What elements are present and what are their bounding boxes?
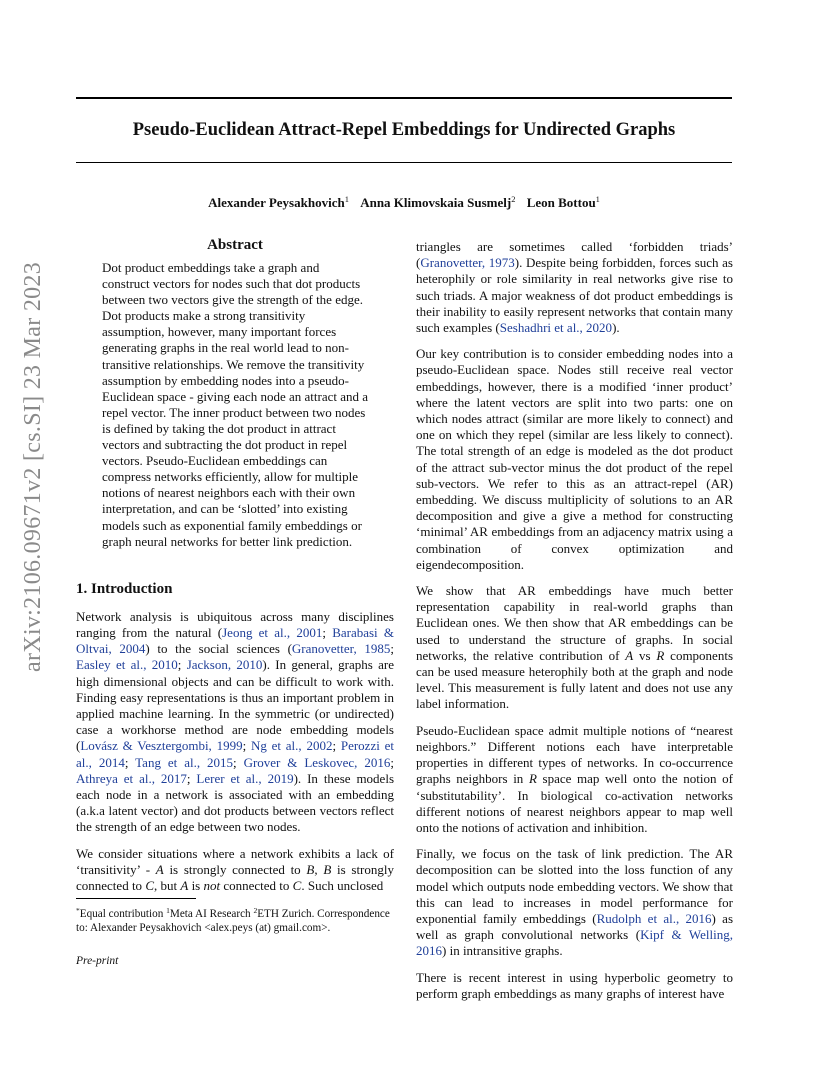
text-run: connected to xyxy=(220,877,293,893)
footnote-text: ETH Zurich. Correspondence to: Alexander Peysakhovich <alex.peys (at) gmail.com>. xyxy=(76,908,390,934)
preprint-label: Pre-print xyxy=(76,955,119,967)
text-run: ) as well as graph convolutional networks ( xyxy=(416,910,733,943)
emphasis-text: not xyxy=(203,877,221,893)
arxiv-identifier-stamp: arXiv:2106.09671v2 [cs.SI] 23 Mar 2023 xyxy=(20,261,46,672)
math-symbol: C xyxy=(292,877,302,893)
citation-link[interactable]: Barabasi & Oltvai, 2004 xyxy=(76,624,394,657)
text-run: space map well onto the notion of ‘substitutability’. In biological co-activation networks different notions of nearest neighbors appear to map well onto the notions of activation and inhibition. xyxy=(416,771,733,835)
footnote-mark: 1 xyxy=(166,906,170,915)
citation-link[interactable]: Easley et al., 2010 xyxy=(76,657,178,673)
text-run: is xyxy=(188,877,204,893)
citation-link[interactable]: Ng et al., 2002 xyxy=(250,738,333,754)
text-run: triangles are sometimes called ‘forbidden triads’ ( xyxy=(416,239,733,271)
body-paragraph xyxy=(416,723,733,836)
footnote-mark: * xyxy=(76,906,80,915)
text-run: ; xyxy=(124,754,136,770)
text-run: ). In these models each node in a network is associated with an embedding (a.k.a latent vector) and dot products between vectors reflect the strength of an edge between two nodes. xyxy=(76,770,394,835)
author-name xyxy=(527,195,600,210)
footnote-mark: 2 xyxy=(253,906,258,915)
author-name-text: Alexander Peysakhovich xyxy=(208,195,345,210)
footnote-text: Meta AI Research xyxy=(169,908,254,920)
body-paragraph xyxy=(416,583,733,713)
author-name xyxy=(360,195,515,210)
math-symbol: B xyxy=(323,861,332,877)
text-run: ; xyxy=(390,754,394,770)
intro-paragraph xyxy=(76,846,394,895)
text-run: ) to the social sciences ( xyxy=(145,641,292,657)
footnote xyxy=(76,898,394,935)
text-run: ; xyxy=(390,641,394,657)
citation-link[interactable]: Athreya et al., 2017 xyxy=(76,770,187,786)
body-paragraph xyxy=(416,846,733,959)
math-symbol: C xyxy=(145,877,154,893)
text-run: is strongly connected to xyxy=(163,861,307,877)
intro-paragraph xyxy=(76,609,394,836)
citation-link[interactable]: Rudolph et al., 2016 xyxy=(596,910,712,926)
author-list xyxy=(76,190,732,212)
text-run: ; xyxy=(322,624,333,640)
text-run: ). In general, graphs are high dimensional objects and can be difficult to work with. Finding easy representations is thus an important problem in applied machine learning. In the symmetric (or undirected) case a workhorse method are node embedding models ( xyxy=(76,657,394,754)
text-run: , but xyxy=(153,877,181,893)
math-symbol: A xyxy=(180,877,189,893)
text-run: is strongly connected to xyxy=(76,861,394,893)
citation-link[interactable]: Jeong et al., 2001 xyxy=(222,624,323,640)
citation-link[interactable]: Lerer et al., 2019 xyxy=(196,770,294,786)
body-paragraph: There is recent interest in using hyperbolic geometry to perform graph embeddings as many graphs of interest have xyxy=(416,969,733,1001)
author-name-text: Anna Klimovskaia Susmelj xyxy=(360,195,512,210)
title-top-rule xyxy=(76,97,732,99)
text-run: We show that AR embeddings have much better representation capability in real-world graphs than Euclidean ones. We then show that AR embeddings can be used to understand the structure of graphs. In social networks, the relative contribution of xyxy=(416,583,733,663)
right-column xyxy=(416,239,733,1012)
math-symbol: A xyxy=(155,861,164,877)
footnote-rule xyxy=(76,898,196,899)
author-name xyxy=(208,195,349,210)
citation-link[interactable]: Granovetter, 1973 xyxy=(420,255,515,271)
section-heading-introduction: 1. Introduction xyxy=(76,580,173,597)
text-run: . Such unclosed xyxy=(301,877,384,893)
body-paragraph xyxy=(416,239,733,336)
math-symbol: A xyxy=(625,647,634,663)
citation-link[interactable]: Jackson, 2010 xyxy=(186,657,263,673)
text-run: ; xyxy=(233,754,244,770)
text-run: ; xyxy=(177,657,187,673)
text-run: , xyxy=(314,861,324,877)
text-run: ; xyxy=(332,738,341,754)
citation-link[interactable]: Kipf & Welling, 2016 xyxy=(416,927,733,959)
text-run: Pseudo-Euclidean space admit multiple notions of “nearest neighbors.” Different notions each have interpretable properties in different types of networks. In co-occurrence graphs neighbors in xyxy=(416,722,733,787)
author-affiliation-mark: 2 xyxy=(511,194,516,204)
footnote-text: Equal contribution xyxy=(79,908,167,920)
author-name-text: Leon Bottou xyxy=(526,195,596,210)
body-paragraph: Our key contribution is to consider embedding nodes into a pseudo-Euclidean space. Nodes still receive real vector embeddings, however, there is a modified ‘inner product’ where the latent vectors are split into two parts: one on which nodes attract (similar are more likely to connect) and one on which they repel (similar are less likely to connect). The total strength of an edge is modeled as the dot product of the attract sub-vector minus the dot product of the repel sub-vectors. We refer to this as an attract-repel (AR) embedding. We discuss multiplicity of solutions to an AR decomposition and give a give a method for constructing ‘minimal’ AR embeddings from an adjacency matrix using a combination of convex optimization and eigendecomposition. xyxy=(416,346,733,572)
text-run: ). Despite being forbidden, forces such as heterophily or role similarity in real networks give rise to such triads. A major weakness of dot product embeddings is their inability to easily represent networks that contain many such examples ( xyxy=(416,255,733,336)
text-run: ; xyxy=(242,738,251,754)
math-symbol: R xyxy=(528,771,537,787)
author-affiliation-mark: 1 xyxy=(344,194,349,204)
text-run: Network analysis is ubiquitous across many disciplines ranging from the natural ( xyxy=(76,608,394,640)
text-run: components can be used measure heterophily both at the graph and node level. This measurement is fully latent and does not use any label information. xyxy=(416,647,734,712)
math-symbol: R xyxy=(656,647,665,663)
abstract-text: Dot product embeddings take a graph and construct vectors for nodes such that dot products between two vectors give the strength of the edge. Dot products make a strong transitivity assumption, however, many important forces generating graphs in the real world lead to non-transitive relationships. We remove the transitivity assumption by embedding nodes into a pseudo-Euclidean space - giving each node an attract and a repel vector. The inner product between two nodes is defined by taking the dot product in attract vectors and subtracting the dot product in repel vectors. Pseudo-Euclidean embeddings can compress networks efficiently, allow for multiple notions of nearest neighbors each with their own interpretation, and can be ‘slotted’ into existing models such as exponential family embeddings or graph neural networks for better link prediction. xyxy=(102,260,369,549)
citation-link[interactable]: Perozzi et al., 2014 xyxy=(76,738,394,770)
text-run: We consider situations where a network exhibits a lack of ‘transitivity’ - xyxy=(76,845,394,877)
left-column xyxy=(76,236,394,904)
citation-link[interactable]: Seshadhri et al., 2020 xyxy=(499,320,613,336)
abstract-heading: Abstract xyxy=(207,237,263,253)
title-bottom-rule xyxy=(76,162,732,163)
text-run: Finally, we focus on the task of link prediction. The AR decomposition can be slotted into the loss function of any model which outputs node embedding vectors. We show that this can lead to increases in model performance for exponential family embeddings ( xyxy=(416,846,733,926)
author-affiliation-mark: 1 xyxy=(595,194,600,204)
text-run: ; xyxy=(186,770,197,786)
math-symbol: B xyxy=(306,861,315,877)
citation-link[interactable]: Grover & Leskovec, 2016 xyxy=(243,754,391,770)
citation-link[interactable]: Tang et al., 2015 xyxy=(135,754,234,770)
citation-link[interactable]: Lovász & Vesztergombi, 1999 xyxy=(80,738,243,754)
paper-title: Pseudo-Euclidean Attract-Repel Embeddings for Undirected Graphs xyxy=(132,120,676,140)
text-run: ) in intransitive graphs. xyxy=(442,943,563,959)
text-run: vs xyxy=(633,647,657,663)
citation-link[interactable]: Granovetter, 1985 xyxy=(291,641,391,657)
text-run: ). xyxy=(612,320,620,336)
